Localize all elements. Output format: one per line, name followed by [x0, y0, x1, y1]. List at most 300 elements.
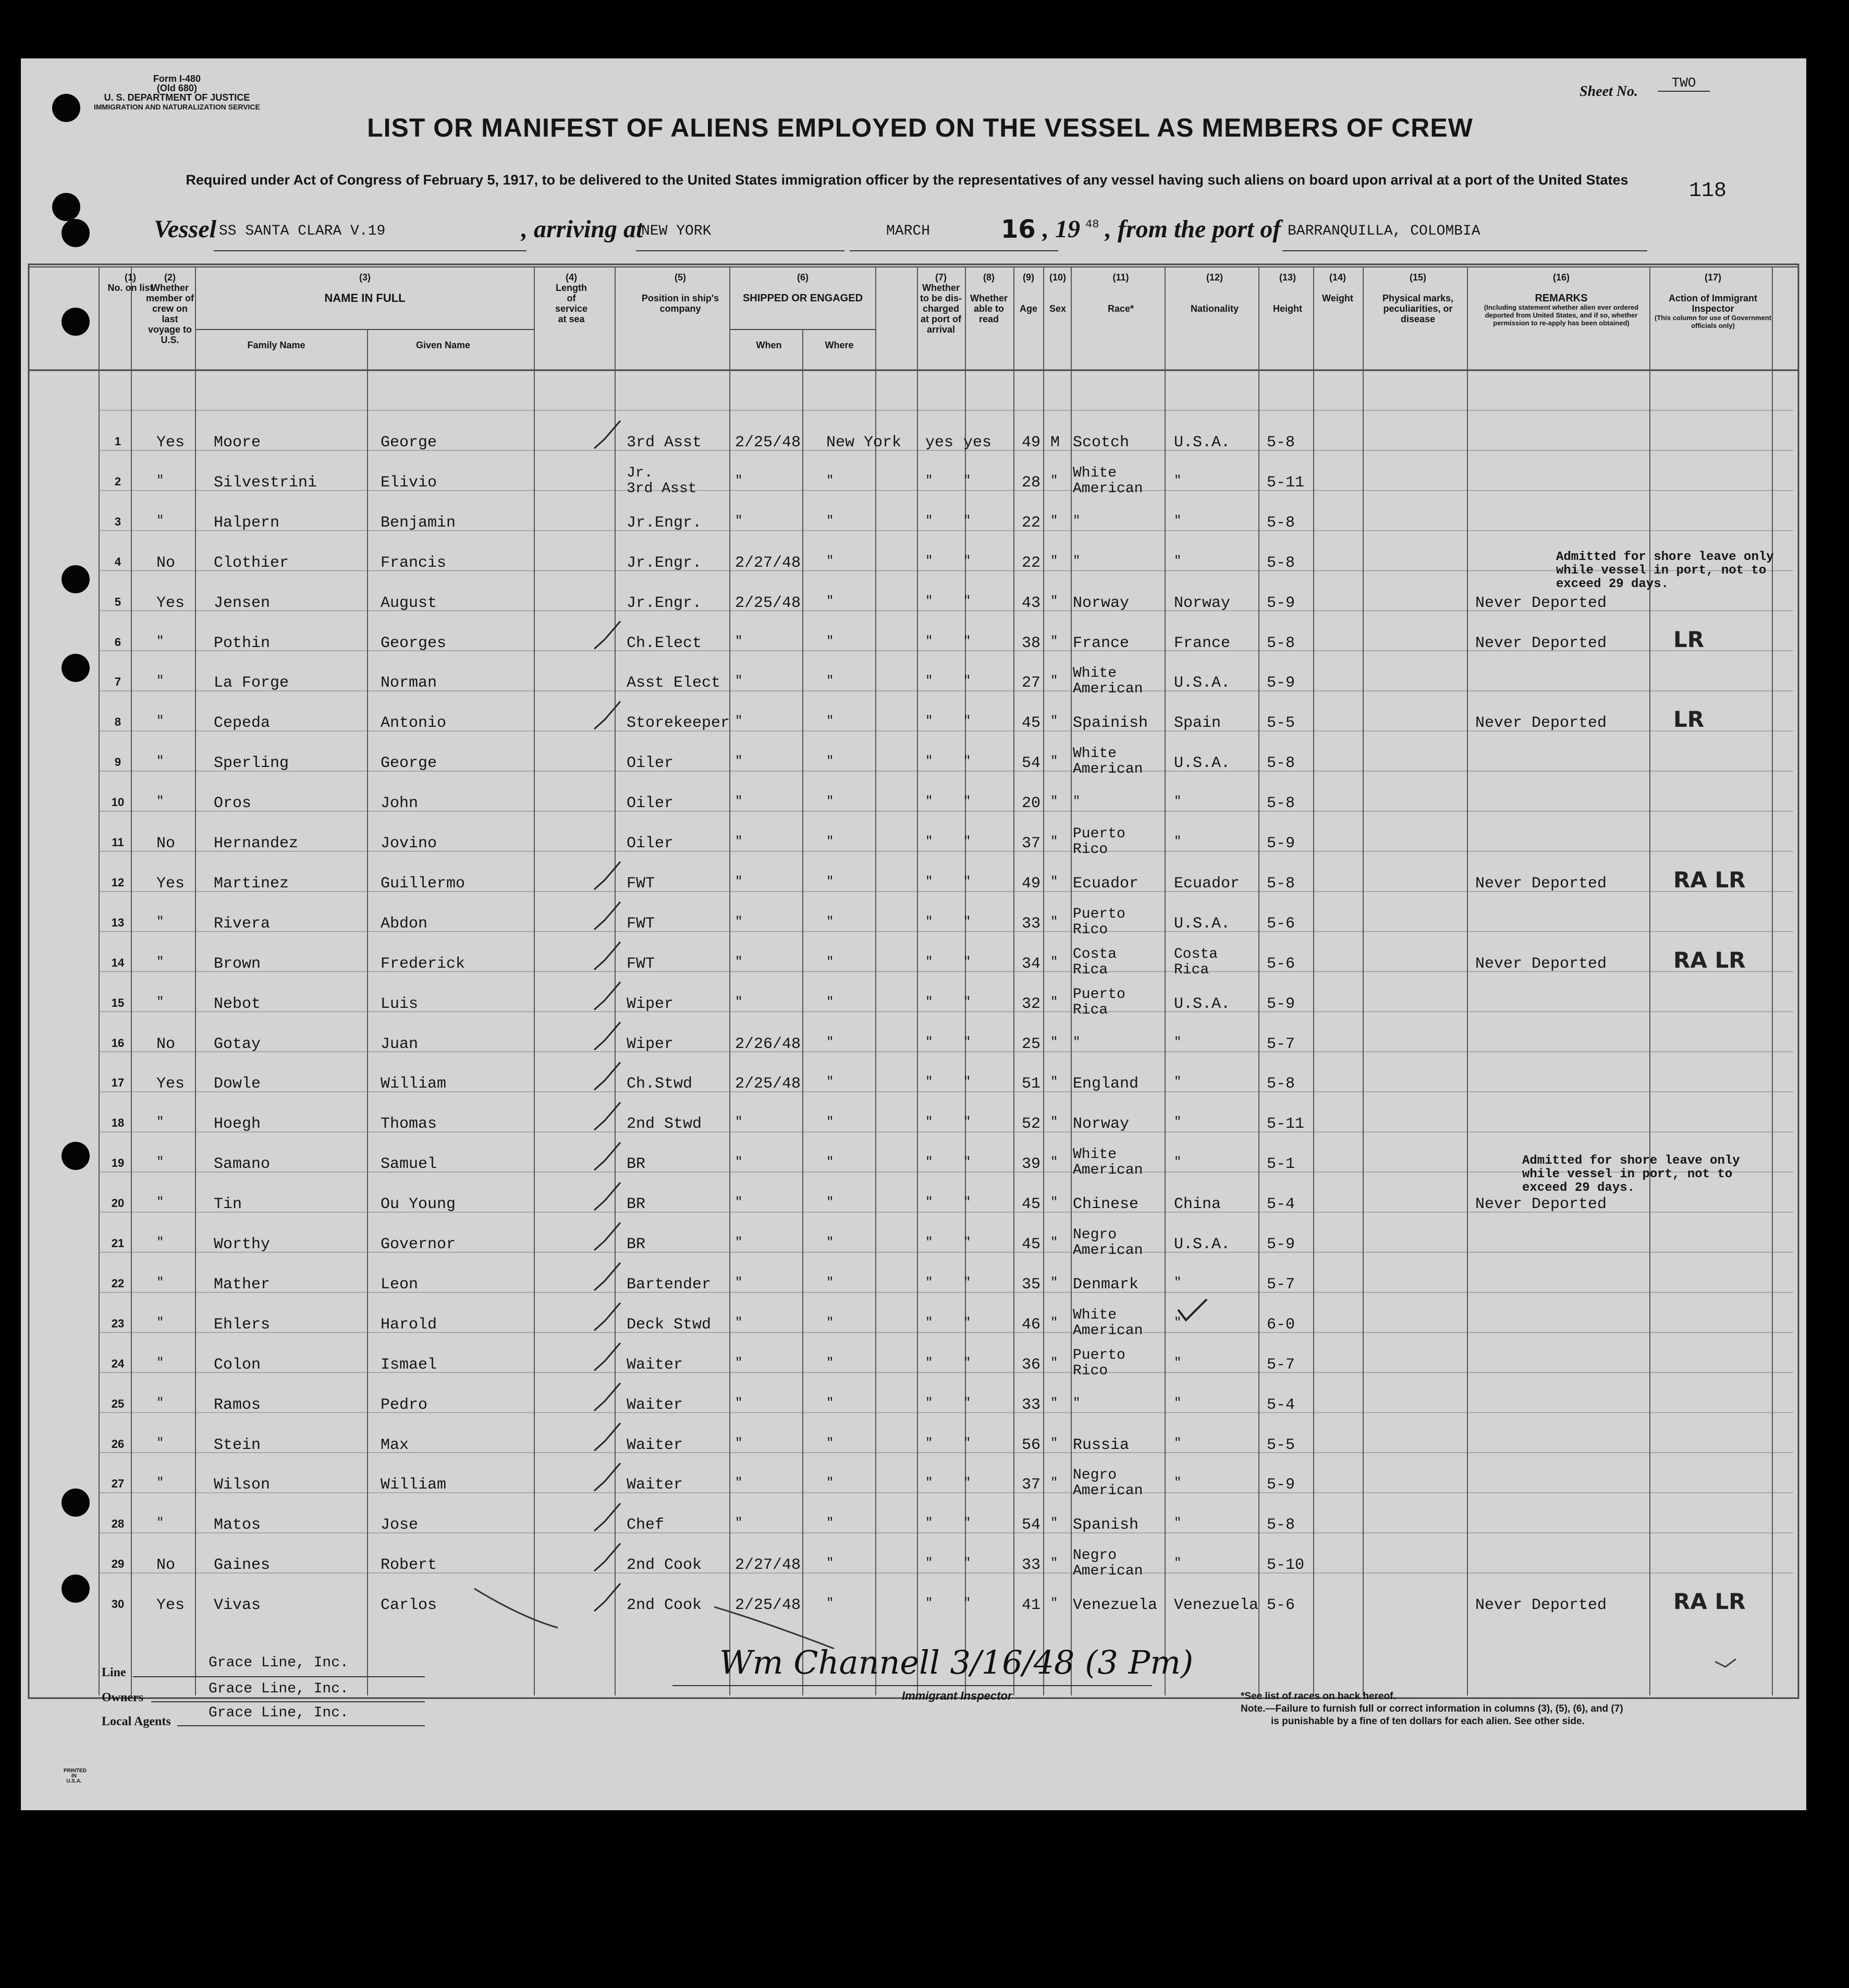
cell-position: FWT	[627, 914, 655, 933]
cell-voyage: "	[156, 634, 164, 649]
cell-height: 5-9	[1267, 835, 1295, 852]
cell-voyage: "	[156, 1275, 164, 1290]
cell-read: "	[963, 914, 971, 929]
col11-number: (11)	[1112, 272, 1129, 283]
cell-age: 27	[1022, 674, 1041, 692]
cell-height: 5-8	[1267, 514, 1295, 532]
cell-family: Jensen	[214, 594, 271, 612]
cell-sex: "	[1050, 714, 1058, 729]
cell-when: "	[735, 1356, 743, 1370]
row-number: 11	[112, 836, 124, 849]
col4-number: (4)	[566, 272, 577, 283]
cell-family: Clothier	[214, 554, 289, 572]
cell-voyage: "	[156, 995, 164, 1009]
cell-disch: "	[925, 1236, 933, 1250]
cell-voyage: "	[156, 714, 164, 729]
cell-race: France	[1073, 634, 1130, 652]
note-races: *See list of races on back hereof.	[1241, 1691, 1396, 1702]
cell-where: "	[826, 754, 834, 769]
cell-nat: "	[1174, 1155, 1182, 1170]
cell-read: "	[963, 795, 971, 809]
cell-given: Ismael	[381, 1356, 437, 1374]
col17-title: Action of Immigrant Inspector	[1669, 293, 1757, 314]
cell-age: 56	[1022, 1436, 1041, 1454]
cell-race: Denmark	[1073, 1275, 1139, 1294]
cell-height: 5-9	[1267, 1236, 1295, 1253]
cell-race: Norway	[1073, 594, 1130, 612]
cell-read: "	[963, 1155, 971, 1170]
cell-when: 2/27/48	[735, 1556, 801, 1575]
arrival-month: MARCH	[886, 223, 930, 239]
cell-nat: "	[1174, 1115, 1182, 1130]
cell-given: George	[381, 434, 437, 452]
cell-read: "	[963, 1476, 971, 1491]
cell-age: 45	[1022, 1236, 1041, 1253]
cell-where: "	[826, 594, 834, 608]
cell-position: Jr. 3rd Asst	[627, 465, 697, 497]
cell-voyage: No	[156, 1035, 176, 1053]
col17-subtitle: (This column for use of Government officials only)	[1655, 314, 1771, 330]
col4-title: Length of service at sea	[555, 283, 588, 324]
cell-family: Wilson	[214, 1476, 271, 1494]
inspector-action-mark: LR	[1673, 706, 1705, 733]
department-name: U. S. DEPARTMENT OF JUSTICE	[104, 92, 250, 103]
cell-when: "	[735, 995, 743, 1009]
cell-when: "	[735, 754, 743, 769]
cell-voyage: "	[156, 473, 164, 488]
cell-disch: "	[925, 795, 933, 809]
col3-number: (3)	[359, 272, 371, 283]
cell-race: Puerto Rico	[1073, 906, 1125, 938]
cell-remarks: Never Deported	[1475, 955, 1607, 973]
cell-voyage: "	[156, 1315, 164, 1330]
agents-value: Grace Line, Inc.	[209, 1705, 349, 1721]
cell-remarks: Never Deported	[1475, 874, 1607, 893]
cell-height: 5-11	[1267, 1115, 1305, 1133]
cell-given: Max	[381, 1436, 409, 1454]
cell-when: "	[735, 1275, 743, 1290]
row-number: 26	[111, 1437, 125, 1450]
row-number: 18	[111, 1116, 125, 1130]
cell-nat: Spain	[1174, 714, 1221, 733]
cell-when: "	[735, 1396, 743, 1410]
cell-given: Luis	[381, 995, 419, 1013]
cell-given: Ou Young	[381, 1196, 456, 1214]
cell-age: 35	[1022, 1275, 1041, 1294]
cell-disch: "	[925, 914, 933, 929]
check-stroke	[594, 982, 620, 1010]
cell-disch: "	[925, 835, 933, 849]
cell-where: New York	[826, 434, 902, 452]
form-old-number: (Old 680)	[156, 83, 197, 93]
cell-height: 5-4	[1267, 1196, 1295, 1214]
cell-where: "	[826, 1075, 834, 1090]
cell-sex: "	[1050, 795, 1058, 809]
cell-disch: "	[925, 714, 933, 729]
owners-label: Owners	[102, 1691, 143, 1704]
cell-voyage: "	[156, 1356, 164, 1370]
arrival-day: 16	[1001, 215, 1036, 244]
check-stroke	[594, 1383, 620, 1411]
cell-family: Mather	[214, 1275, 271, 1294]
cell-sex: "	[1050, 1356, 1058, 1370]
cell-voyage: No	[156, 554, 176, 572]
col9-header	[1014, 272, 1043, 314]
cell-height: 5-4	[1267, 1396, 1295, 1414]
cell-where: "	[826, 914, 834, 929]
cell-voyage: "	[156, 1115, 164, 1130]
cell-disch: "	[925, 1155, 933, 1170]
cell-when: "	[735, 473, 743, 488]
cell-position: FWT	[627, 955, 655, 973]
col15-title: Physical marks, peculiarities, or disease	[1382, 293, 1454, 324]
cell-where: "	[826, 1356, 834, 1370]
signature-line	[672, 1685, 1152, 1686]
cell-age: 41	[1022, 1596, 1041, 1615]
cell-race: "	[1073, 1396, 1081, 1410]
cell-disch: "	[925, 1275, 933, 1290]
cell-race: Venezuela	[1073, 1596, 1158, 1615]
cell-where: "	[826, 514, 834, 528]
cell-race: Russia	[1073, 1436, 1130, 1454]
column-lines	[99, 267, 1772, 1696]
cell-age: 33	[1022, 1396, 1041, 1414]
cell-height: 5-8	[1267, 795, 1295, 813]
cell-family: Cepeda	[214, 714, 271, 733]
cell-when: "	[735, 1436, 743, 1450]
check-stroke	[594, 1503, 620, 1531]
cell-sex: "	[1050, 1596, 1058, 1611]
cell-read: "	[963, 1396, 971, 1410]
cell-voyage: "	[156, 1436, 164, 1450]
binder-hole	[62, 308, 90, 336]
cell-race: White American	[1073, 1307, 1143, 1339]
cell-when: "	[735, 1236, 743, 1250]
cell-family: Silvestrini	[214, 473, 317, 492]
cell-height: 5-9	[1267, 674, 1295, 692]
cell-disch: yes	[925, 434, 954, 452]
cell-age: 54	[1022, 754, 1041, 773]
cell-age: 37	[1022, 1476, 1041, 1494]
col15-header	[1366, 272, 1470, 324]
manifest-sheet	[21, 58, 1806, 1810]
cell-given: Frederick	[381, 955, 466, 973]
cell-age: 22	[1022, 514, 1041, 532]
family-name-header: Family Name	[247, 340, 305, 350]
row-number: 29	[111, 1557, 125, 1571]
cell-nat: U.S.A.	[1174, 1236, 1231, 1253]
cell-age: 45	[1022, 714, 1041, 733]
inspector-label: Immigrant Inspector	[902, 1689, 1012, 1702]
binder-hole	[62, 219, 90, 247]
cell-race: Negro American	[1073, 1547, 1143, 1580]
cell-position: Waiter	[627, 1356, 683, 1374]
cell-family: Nebot	[214, 995, 261, 1013]
cell-position: 3rd Asst	[627, 434, 702, 452]
cell-age: 46	[1022, 1315, 1041, 1334]
cell-family: Martinez	[214, 874, 289, 893]
cell-nat: Norway	[1174, 594, 1231, 612]
cell-position: Jr.Engr.	[627, 554, 702, 572]
cell-height: 5-8	[1267, 874, 1295, 893]
cell-race: Negro American	[1073, 1227, 1143, 1259]
row-number: 25	[111, 1397, 125, 1410]
manuscript-number: 118	[1689, 179, 1727, 203]
cell-where: "	[826, 473, 834, 488]
cell-family: Rivera	[214, 914, 271, 933]
col16-header	[1470, 272, 1652, 327]
col10-header	[1044, 272, 1072, 314]
row-number: 13	[111, 916, 125, 929]
binder-hole	[62, 1489, 90, 1517]
cell-family: Pothin	[214, 634, 271, 652]
cell-height: 5-6	[1267, 955, 1295, 973]
cell-where: "	[826, 1236, 834, 1250]
cell-height: 5-9	[1267, 1476, 1295, 1494]
cell-disch: "	[925, 594, 933, 608]
check-stroke	[594, 1223, 620, 1250]
cell-sex: "	[1050, 1236, 1058, 1250]
cell-sex: "	[1050, 1035, 1058, 1050]
agents-label: Local Agents	[102, 1715, 171, 1728]
cell-age: 54	[1022, 1516, 1041, 1534]
page-subtitle: Required under Act of Congress of February 5, 1917, to be delivered to the United States immigration officer by the representatives of any vessel having such aliens on board upon arrival at a port of the United States	[186, 172, 1628, 188]
cell-race: Costa Rica	[1073, 946, 1117, 978]
cell-given: William	[381, 1075, 447, 1093]
cell-age: 38	[1022, 634, 1041, 652]
cell-disch: "	[925, 1075, 933, 1090]
cell-disch: "	[925, 1596, 933, 1611]
cell-height: 5-6	[1267, 1596, 1295, 1615]
col16-subtitle: (Including statement whether alien ever ordered deported from United States, and if so, whether permission to re-apply has been obtained)	[1484, 303, 1639, 327]
line-underline	[133, 1676, 425, 1677]
col2-number: (2)	[164, 272, 176, 283]
check-stroke	[594, 621, 620, 649]
check-stroke	[594, 942, 620, 970]
cell-disch: "	[925, 1196, 933, 1210]
given-name-header: Given Name	[415, 340, 471, 350]
cell-position: Ch.Elect	[627, 634, 702, 652]
cell-where: "	[826, 1556, 834, 1571]
cell-race: Puerto Rica	[1073, 986, 1125, 1018]
cell-height: 5-11	[1267, 473, 1305, 492]
cell-when: "	[735, 835, 743, 849]
col5-number: (5)	[675, 272, 686, 283]
col10-number: (10)	[1049, 272, 1066, 283]
check-stroke	[594, 1102, 620, 1130]
cell-nat: U.S.A.	[1174, 434, 1231, 452]
cell-read: "	[963, 1516, 971, 1531]
cell-disch: "	[925, 754, 933, 769]
col6-number: (6)	[797, 272, 809, 283]
service-name: IMMIGRATION AND NATURALIZATION SERVICE	[94, 103, 260, 111]
cell-family: Oros	[214, 795, 252, 813]
binder-hole	[62, 1142, 90, 1170]
cell-position: Asst Elect	[627, 674, 721, 692]
check-stroke	[594, 1343, 620, 1371]
cell-read: "	[963, 1315, 971, 1330]
cell-where: "	[826, 835, 834, 849]
cell-sex: "	[1050, 554, 1058, 568]
cell-nat: "	[1174, 1275, 1182, 1290]
cell-height: 5-7	[1267, 1356, 1295, 1374]
check-stroke	[594, 862, 620, 889]
check-stroke	[594, 902, 620, 930]
cell-where: "	[826, 554, 834, 568]
col7-title: Whether to be dis-charged at port of arrival	[920, 283, 962, 335]
cell-given: Georges	[381, 634, 447, 652]
cell-sex: "	[1050, 1436, 1058, 1450]
cell-position: Wiper	[627, 1035, 674, 1053]
cell-sex: M	[1050, 434, 1060, 452]
col3-title: NAME IN FULL	[324, 291, 406, 304]
col6-header	[730, 272, 876, 303]
cell-family: Gaines	[214, 1556, 271, 1575]
cell-nat: "	[1174, 1035, 1182, 1050]
cell-race: Spanish	[1073, 1516, 1139, 1534]
cell-given: Francis	[381, 554, 447, 572]
cell-disch: "	[925, 955, 933, 969]
col8-number: (8)	[983, 272, 995, 283]
cell-disch: "	[925, 514, 933, 528]
cell-remarks: Never Deported	[1475, 1196, 1607, 1214]
cell-nat: "	[1174, 1436, 1182, 1450]
cell-sex: "	[1050, 1516, 1058, 1531]
cell-family: Moore	[214, 434, 261, 452]
cell-sex: "	[1050, 1155, 1058, 1170]
when-header: When	[756, 340, 782, 350]
cell-sex: "	[1050, 1396, 1058, 1410]
cell-nat: China	[1174, 1196, 1221, 1214]
cell-disch: "	[925, 1436, 933, 1450]
cell-family: Stein	[214, 1436, 261, 1454]
cell-height: 5-1	[1267, 1155, 1295, 1174]
col5-title: Position in ship's company	[641, 293, 719, 314]
cell-height: 5-5	[1267, 1436, 1295, 1454]
cell-sex: "	[1050, 1556, 1058, 1571]
check-stroke	[594, 1583, 620, 1611]
cell-position: Oiler	[627, 835, 674, 852]
cell-given: Thomas	[381, 1115, 437, 1133]
check-stroke	[594, 1022, 620, 1050]
cell-where: "	[826, 1596, 834, 1611]
cell-age: 37	[1022, 835, 1041, 852]
cell-family: Hernandez	[214, 835, 299, 852]
cell-nat: U.S.A.	[1174, 754, 1231, 773]
line-value: Grace Line, Inc.	[209, 1655, 349, 1671]
cell-read: "	[963, 955, 971, 969]
cell-sex: "	[1050, 1115, 1058, 1130]
cell-position: Deck Stwd	[627, 1315, 712, 1334]
cell-read: "	[963, 874, 971, 889]
check-mark-ehlers	[1178, 1299, 1207, 1320]
cell-given: Jovino	[381, 835, 437, 852]
cell-race: Norway	[1073, 1115, 1130, 1133]
cell-read: "	[963, 1115, 971, 1130]
cell-position: Wiper	[627, 995, 674, 1013]
cell-read: "	[963, 1236, 971, 1250]
cell-age: 45	[1022, 1196, 1041, 1214]
cell-where: "	[826, 1275, 834, 1290]
where-header: Where	[825, 340, 854, 350]
cell-family: Ramos	[214, 1396, 261, 1414]
row-number: 19	[111, 1156, 125, 1170]
row-number: 15	[111, 996, 125, 1009]
port-underline	[1282, 250, 1647, 251]
col9-title: Age	[1019, 303, 1037, 314]
cell-position: Ch.Stwd	[627, 1075, 693, 1093]
col12-title: Nationality	[1190, 303, 1239, 314]
cell-where: "	[826, 1196, 834, 1210]
cell-height: 5-9	[1267, 594, 1295, 612]
owners-value: Grace Line, Inc.	[209, 1681, 349, 1697]
cell-when: "	[735, 514, 743, 528]
cell-race: Chinese	[1073, 1196, 1139, 1214]
cell-race: Negro American	[1073, 1467, 1143, 1499]
cell-given: Benjamin	[381, 514, 456, 532]
cell-position: 2nd Cook	[627, 1596, 702, 1615]
arrival-underline	[636, 250, 844, 251]
cell-read: "	[963, 473, 971, 488]
inspector-action-mark: RA LR	[1673, 1589, 1746, 1615]
cell-race: Ecuador	[1073, 874, 1139, 893]
row-number: 28	[111, 1517, 125, 1531]
cell-height: 6-0	[1267, 1315, 1295, 1334]
cell-remarks: Never Deported	[1475, 1596, 1607, 1615]
cell-family: Hoegh	[214, 1115, 261, 1133]
cell-read: "	[963, 1596, 971, 1611]
cell-family: Brown	[214, 955, 261, 973]
cell-age: 43	[1022, 594, 1041, 612]
cell-where: "	[826, 874, 834, 889]
cell-age: 49	[1022, 434, 1041, 452]
cell-read: "	[963, 714, 971, 729]
cell-height: 5-9	[1267, 995, 1295, 1013]
cell-given: Samuel	[381, 1155, 437, 1174]
cell-when: "	[735, 1516, 743, 1531]
inspector-action-mark: LR	[1673, 626, 1705, 652]
cell-disch: "	[925, 1115, 933, 1130]
cell-race: "	[1073, 1035, 1081, 1050]
cell-family: Vivas	[214, 1596, 261, 1615]
cell-sex: "	[1050, 1476, 1058, 1491]
inspector-action-mark: RA LR	[1673, 867, 1746, 893]
cell-disch: "	[925, 674, 933, 689]
year-suffix: 48	[1085, 218, 1099, 231]
row-number: 24	[111, 1357, 125, 1370]
sheet-number-label: Sheet No.	[1579, 83, 1638, 100]
cell-family: Dowle	[214, 1075, 261, 1093]
cell-read: "	[963, 1196, 971, 1210]
cell-remarks: Never Deported	[1475, 714, 1607, 733]
cell-sex: "	[1050, 995, 1058, 1009]
cell-height: 5-8	[1267, 754, 1295, 773]
cell-where: "	[826, 1436, 834, 1450]
cell-given: Norman	[381, 674, 437, 692]
cell-position: Oiler	[627, 754, 674, 773]
row-number: 5	[114, 595, 121, 608]
cell-read: "	[963, 995, 971, 1009]
cell-read: "	[963, 554, 971, 568]
shore-leave-stamp-1: Admitted for shore leave only while vessel in port, not to exceed 29 days.	[1556, 550, 1774, 591]
check-stroke	[594, 1182, 620, 1210]
cell-nat: U.S.A.	[1174, 995, 1231, 1013]
row-number: 8	[114, 715, 121, 729]
cell-race: Spainish	[1073, 714, 1148, 733]
cell-when: "	[735, 1196, 743, 1210]
cell-where: "	[826, 1035, 834, 1050]
cell-when: 2/25/48	[735, 1075, 801, 1093]
